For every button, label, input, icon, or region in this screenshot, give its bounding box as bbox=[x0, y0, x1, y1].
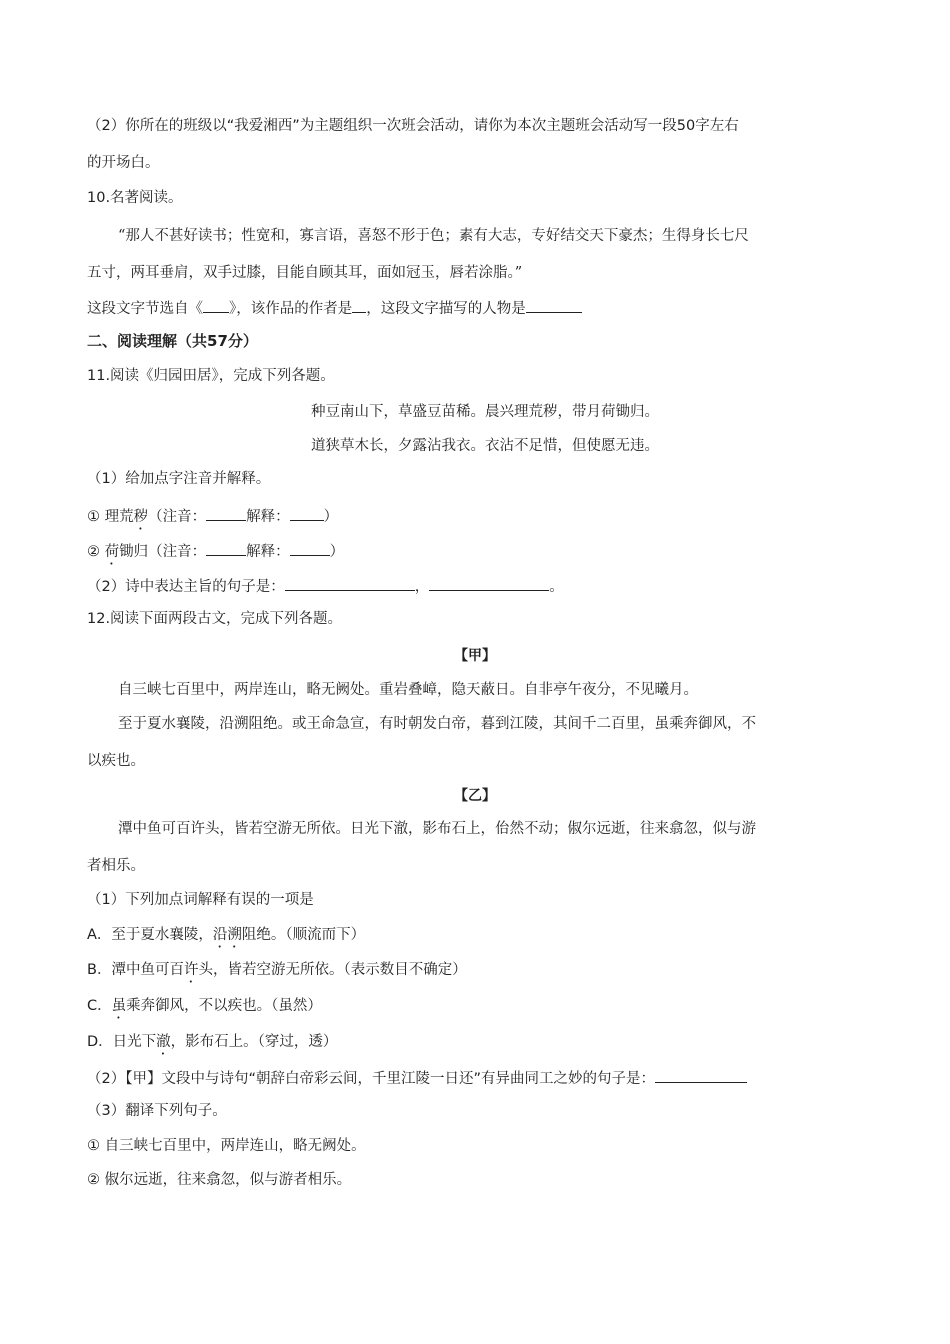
sub2-comma: ， bbox=[414, 579, 430, 595]
option-c-post: 乘奔御风，不以疾也。（虽然） bbox=[126, 998, 322, 1014]
item1-end: ） bbox=[323, 509, 339, 525]
question-10-prompt-part2: 》，该作品的作者是 bbox=[229, 301, 353, 317]
item1-dotted-char: 秽 bbox=[133, 509, 149, 525]
item2-prefix: ② bbox=[87, 544, 105, 560]
passage-jia-p2-line2: 以疾也。 bbox=[87, 753, 145, 769]
item1-note: （注音： bbox=[148, 509, 207, 525]
option-b-pre: B．潭中鱼可百 bbox=[87, 962, 184, 978]
answer-blank-author[interactable] bbox=[352, 297, 366, 313]
option-b-post: 头，皆若空游无所依。（表示数目不确定） bbox=[198, 962, 467, 978]
translate-sentence-1: ① 自三峡七百里中，两岸连山，略无阙处。 bbox=[87, 1138, 366, 1154]
answer-blank-book[interactable] bbox=[203, 297, 229, 313]
item2-dotted-char: 荷 bbox=[104, 544, 120, 560]
question-10-title: 10.名著阅读。 bbox=[87, 190, 183, 206]
option-c-pre: C． bbox=[87, 998, 112, 1014]
item1-prefix: ① 理荒 bbox=[87, 509, 134, 525]
item2-expl: 解释： bbox=[246, 544, 290, 560]
passage-jia-label: 【甲】 bbox=[454, 648, 496, 664]
question-12-sub3: （3）翻译下列句子。 bbox=[87, 1103, 227, 1119]
question-11-title: 11.阅读《归园田居》，完成下列各题。 bbox=[87, 368, 335, 384]
item2-pinyin-blank[interactable] bbox=[206, 540, 246, 556]
option-d-post: ，影布石上。（穿过，透） bbox=[170, 1034, 338, 1050]
passage-yi-line2: 者相乐。 bbox=[87, 858, 145, 874]
item1-expl: 解释： bbox=[246, 509, 290, 525]
poem-line-1: 种豆南山下，草盛豆苗稀。晨兴理荒秽，带月荷锄归。 bbox=[311, 404, 659, 420]
similar-sentence-blank[interactable] bbox=[655, 1067, 747, 1083]
section-heading: 二、阅读理解（共57分） bbox=[87, 332, 258, 350]
passage-jia-p2-line1: 至于夏水襄陵，沿溯阻绝。或王命急宣，有时朝发白帝，暮到江陵，其间千二百里，虽乘奔御风，不 bbox=[118, 716, 756, 732]
sub2-period: 。 bbox=[549, 579, 564, 595]
option-b[interactable] bbox=[87, 960, 467, 986]
option-d-pre: D．日光下 bbox=[87, 1034, 157, 1050]
question-12-sub1: （1）下列加点词解释有误的一项是 bbox=[87, 892, 314, 908]
option-a-pre: A．至于夏水襄陵， bbox=[87, 927, 213, 943]
option-d[interactable] bbox=[87, 1032, 337, 1058]
question-11-item1 bbox=[87, 505, 338, 533]
item2-explanation-blank[interactable] bbox=[290, 540, 330, 556]
question-10-prompt-part1: 这段文字节选自《 bbox=[87, 301, 203, 317]
option-c[interactable] bbox=[87, 996, 322, 1022]
option-b-dotted: 许 bbox=[183, 962, 199, 978]
poem-line-2: 道狭草木长，夕露沾我衣。衣沾不足惜，但使愿无违。 bbox=[311, 438, 659, 454]
item2-end: ） bbox=[329, 544, 345, 560]
question-11-sub2 bbox=[87, 575, 564, 597]
question-12-sub2 bbox=[87, 1067, 747, 1089]
passage-yi-label: 【乙】 bbox=[454, 788, 496, 804]
translate-sentence-2: ② 俶尔远逝，往来翕忽，似与游者相乐。 bbox=[87, 1172, 352, 1188]
theme-sentence-blank-1[interactable] bbox=[285, 575, 415, 591]
question-9-2-line2: 的开场白。 bbox=[87, 155, 160, 171]
option-d-dotted: 澈 bbox=[156, 1034, 171, 1050]
question-10-prompt bbox=[87, 297, 582, 319]
option-a[interactable] bbox=[87, 925, 365, 951]
question-12-title: 12.阅读下面两段古文，完成下列各题。 bbox=[87, 611, 343, 627]
question-11-sub1: （1）给加点字注音并解释。 bbox=[87, 471, 271, 487]
item2-rest: 锄归（注音： bbox=[119, 544, 207, 560]
item1-pinyin-blank[interactable] bbox=[206, 505, 246, 521]
question-10-quote-line1: “那人不甚好读书；性宽和，寡言语，喜怒不形于色；素有大志，专好结交天下豪杰；生得身长七尺 bbox=[118, 228, 749, 244]
question-10-prompt-part3: ，这段文字描写的人物是 bbox=[366, 301, 526, 317]
question-10-quote-line2: 五寸，两耳垂肩，双手过膝，目能自顾其耳，面如冠玉，唇若涂脂。” bbox=[87, 265, 523, 281]
sub2-text: （2）诗中表达主旨的句子是： bbox=[87, 579, 285, 595]
question-11-item2 bbox=[87, 540, 344, 568]
passage-jia-p1: 自三峡七百里中，两岸连山，略无阙处。重岩叠嶂，隐天蔽日。自非亭午夜分，不见曦月。 bbox=[118, 682, 698, 698]
option-a-dotted: 沿溯 bbox=[212, 927, 242, 943]
sub2-prompt: （2）【甲】文段中与诗句“朝辞白帝彩云间，千里江陵一日还”有异曲同工之妙的句子是： bbox=[87, 1071, 655, 1087]
option-c-dotted: 虽 bbox=[111, 998, 127, 1014]
answer-blank-character[interactable] bbox=[526, 297, 582, 313]
passage-yi-line1: 潭中鱼可百许头，皆若空游无所依。日光下澈，影布石上，佁然不动；俶尔远逝，往来翕忽，似与游 bbox=[118, 821, 756, 837]
option-a-post: 阻绝。（顺流而下） bbox=[241, 927, 366, 943]
question-9-2-line1: （2）你所在的班级以“我爱湘西”为主题组织一次班会活动，请你为本次主题班会活动写一段50字左右 bbox=[87, 118, 739, 134]
theme-sentence-blank-2[interactable] bbox=[429, 575, 549, 591]
item1-explanation-blank[interactable] bbox=[290, 505, 324, 521]
